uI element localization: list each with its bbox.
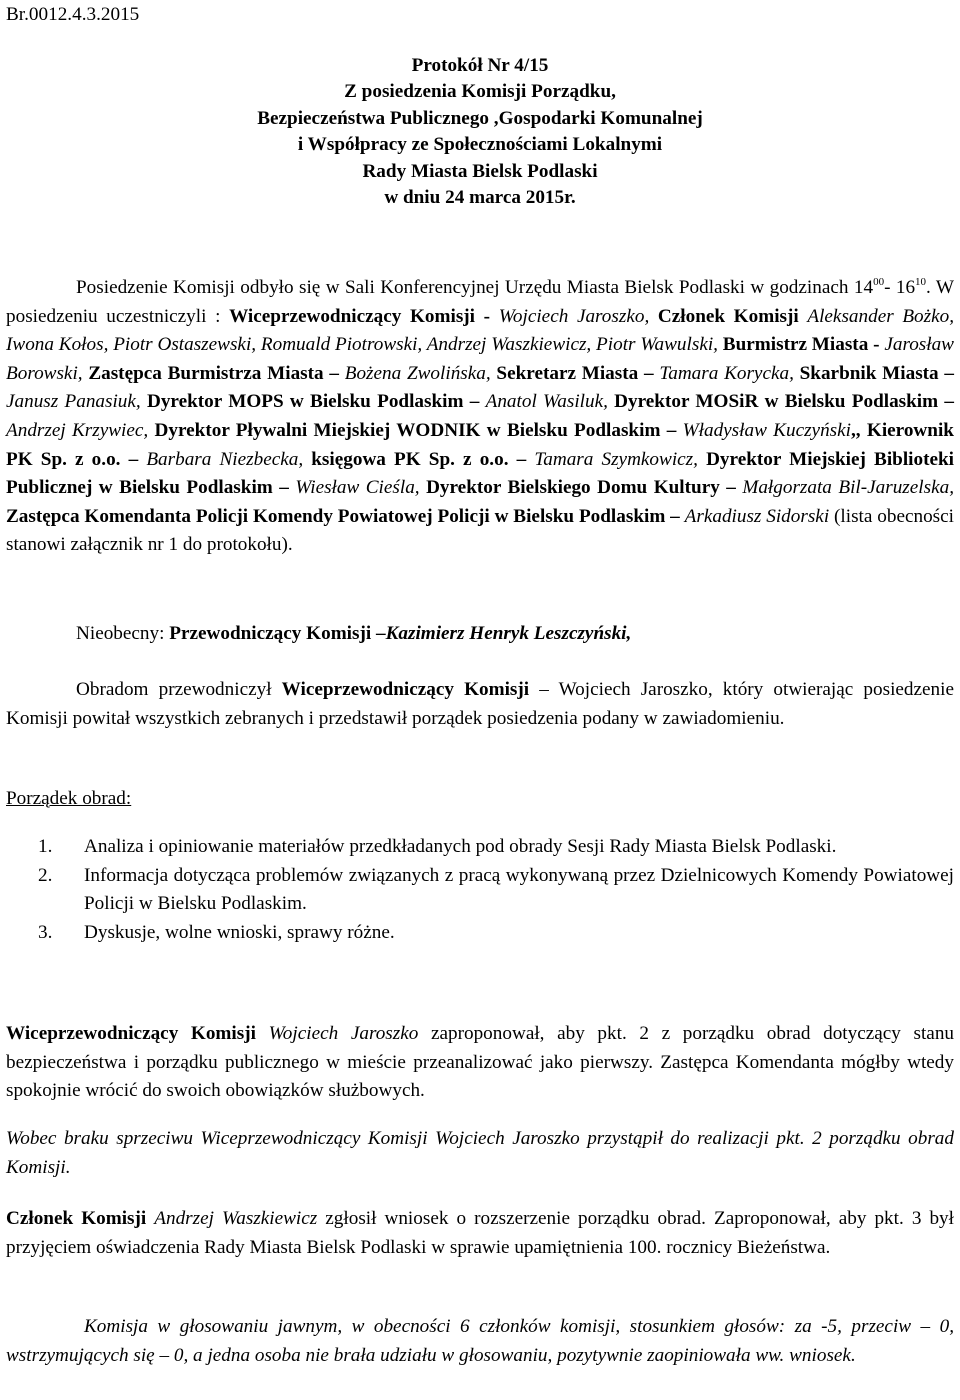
attendance-paragraph — [6, 274, 954, 560]
attendee-role: Skarbnik Miasta – — [799, 362, 954, 384]
agenda-item-text: Analiza i opiniowanie materiałów przedkładanych pod obrady Sesji Rady Miasta Bielsk Podlaski. — [84, 836, 837, 857]
document-reference-number: Br.0012.4.3.2015 — [6, 4, 140, 25]
attendee-name: Janusz Panasiuk, — [6, 391, 147, 413]
agenda-item-text: Informacja dotycząca problemów związanych z pracą wykonywaną przez Dzielnicowych Komendy Powiatowej Policji w Bielsku Podlaskim. — [84, 864, 954, 915]
attendee-role: Dyrektor Miejskiej Biblioteki Publicznej w Bielsku Podlaskim – — [6, 448, 954, 499]
attendee-name: Tamara Szymkowicz, — [534, 448, 707, 470]
attendee-role: Zastępca Komendanta Policji Komendy Powiatowej Policji w Bielsku Podlaskim – — [6, 505, 685, 527]
protocol-header — [6, 53, 954, 211]
attendee-name: Barbara Niezbecka, — [146, 448, 312, 470]
attendee-name: Aleksander Bożko, Iwona Kołos, Piotr Ostaszewski, Romuald Piotrowski, Andrzej Waszkiewicz, Piotr Wawulski, — [6, 305, 955, 356]
agenda-list — [38, 833, 954, 947]
agenda-item — [38, 919, 954, 948]
attendee-role: ,, Kierownik PK Sp. z o.o. – — [6, 419, 954, 470]
proposal-paragraph — [6, 1020, 954, 1106]
attendee-name: Wiesław Cieśla, — [295, 477, 427, 499]
attendee-role: Członek Komisji — [657, 305, 808, 327]
agenda-title — [6, 785, 954, 814]
proposal-role: Wiceprzewodniczący Komisji — [6, 1023, 269, 1044]
proposal-name: Wojciech Jaroszko — [268, 1023, 419, 1044]
absent-label: Nieobecny: — [76, 623, 170, 644]
attendee-name: Arkadiusz Sidorski — [684, 505, 830, 527]
header-line-2: Z posiedzenia Komisji Porządku, — [344, 81, 616, 103]
attendee-name: Tamara Korycka, — [659, 362, 800, 384]
chair-paragraph — [6, 676, 954, 733]
agenda-item-number: 1. — [38, 836, 53, 857]
attendee-role: Sekretarz Miasta – — [496, 362, 660, 384]
attendee-name: Anatol Wasiluk, — [485, 391, 615, 413]
agenda-item — [38, 862, 954, 919]
protocol-title: Protokół Nr 4/15 — [411, 55, 549, 76]
attendee-name: Małgorzata Bil-Jaruzelska, — [742, 477, 954, 499]
header-line-3: Bezpieczeństwa Publicznego ,Gospodarki Komunalnej — [257, 107, 703, 129]
attendee-name: Wojciech Jaroszko, — [498, 305, 658, 327]
start-time-minutes: 00 — [873, 276, 885, 288]
motion-name: Andrzej Waszkiewicz — [154, 1208, 318, 1229]
attendee-role: księgowa PK Sp. z o.o. – — [311, 448, 535, 470]
agenda-item-text: Dyskusje, wolne wnioski, sprawy różne. — [84, 921, 395, 943]
attendee-role: Dyrektor MOSiR w Bielsku Podlaskim – — [614, 391, 954, 413]
end-time-minutes: 10 — [915, 276, 927, 288]
absent-paragraph — [76, 620, 954, 649]
agenda-heading: Porządek obrad: — [6, 788, 132, 809]
motion-paragraph — [6, 1205, 954, 1262]
attendance-list-note: (lista obecności stanowi załącznik nr 1 do protokołu). — [6, 505, 954, 556]
motion-role: Członek Komisji — [6, 1208, 155, 1229]
attendee-role: Dyrektor Pływalni Miejskiej WODNIK w Bielsku Podlaskim – — [154, 419, 683, 441]
agenda-item-number: 2. — [38, 864, 53, 886]
header-line-5: Rady Miasta Bielsk Podlaski — [362, 160, 598, 182]
header-date: w dniu 24 marca 2015r. — [384, 187, 576, 209]
motion-text: zgłosił wniosek o rozszerzenie porządku obrad. Zaproponował, aby pkt. 3 był przyjęciem oświadczenia Rady Miasta Bielsk Podlaski w sprawie upamiętnienia 100. rocznicy Bieżeństwa. — [6, 1208, 954, 1258]
attendee-role: Zastępca Burmistrza Miasta – — [88, 362, 345, 384]
absent-name: Kazimierz Henryk Leszczyński, — [385, 623, 632, 644]
proposal-text: zaproponował, aby pkt. 2 z porządku obrad dotyczący stanu bezpieczeństwa i porządku publicznego w mieście przeanalizować jako pierwszy. Zastępca Komendanta mógłby wtedy spokojnie wrócić do swoich obowiązków służbowych. — [6, 1023, 955, 1102]
chair-role: Wiceprzewodniczący Komisji — [281, 679, 530, 700]
attendee-role: Dyrektor Bielskiego Domu Kultury – — [426, 477, 743, 499]
attendee-role: Wiceprzewodniczący Komisji - — [229, 305, 499, 327]
chair-text-start: Obradom przewodniczył — [76, 679, 282, 700]
agenda-item — [38, 833, 954, 862]
vote-paragraph: Komisja w głosowaniu jawnym, w obecności 6 członków komisji, stosunkiem głosów: za -5, przeciw – 0, wstrzymujących się – 0, a jedna osoba nie brała udziału w głosowaniu, pozytywnie zaopiniowała ww. wniosek. — [6, 1316, 954, 1366]
agenda-item-number: 3. — [38, 921, 53, 943]
header-line-4: i Współpracy ze Społecznościami Lokalnymi — [297, 134, 663, 156]
attendees-intro: . W posiedzeniu uczestniczyli : — [6, 277, 955, 327]
end-time-hour: - 16 — [884, 277, 916, 298]
attendee-name: Bożena Zwolińska, — [344, 362, 497, 384]
attendee-name: Władysław Kuczyński — [682, 419, 851, 441]
chair-text-end: – Wojciech Jaroszko, który otwierając posiedzenie Komisji powitał wszystkich zebranych i przedstawił porządek posiedzenia podany w zawiadomieniu. — [6, 679, 954, 729]
attendee-name: Jarosław Borowski, — [6, 334, 954, 384]
attendee-role: Dyrektor MOPS w Bielsku Podlaskim – — [146, 391, 486, 413]
attendee-role: Burmistrz Miasta - — [722, 334, 885, 356]
absent-role: Przewodniczący Komisji – — [169, 623, 386, 644]
no-objection-paragraph: Wobec braku sprzeciwu Wiceprzewodniczący Komisji Wojciech Jaroszko przystąpił do realizacji pkt. 2 porządku obrad Komisji. — [6, 1128, 954, 1178]
meeting-location-text: Posiedzenie Komisji odbyło się w Sali Konferencyjnej Urzędu Miasta Bielsk Podlaski w godzinach 14 — [76, 277, 874, 298]
attendee-name: Andrzej Krzywiec, — [6, 419, 155, 441]
